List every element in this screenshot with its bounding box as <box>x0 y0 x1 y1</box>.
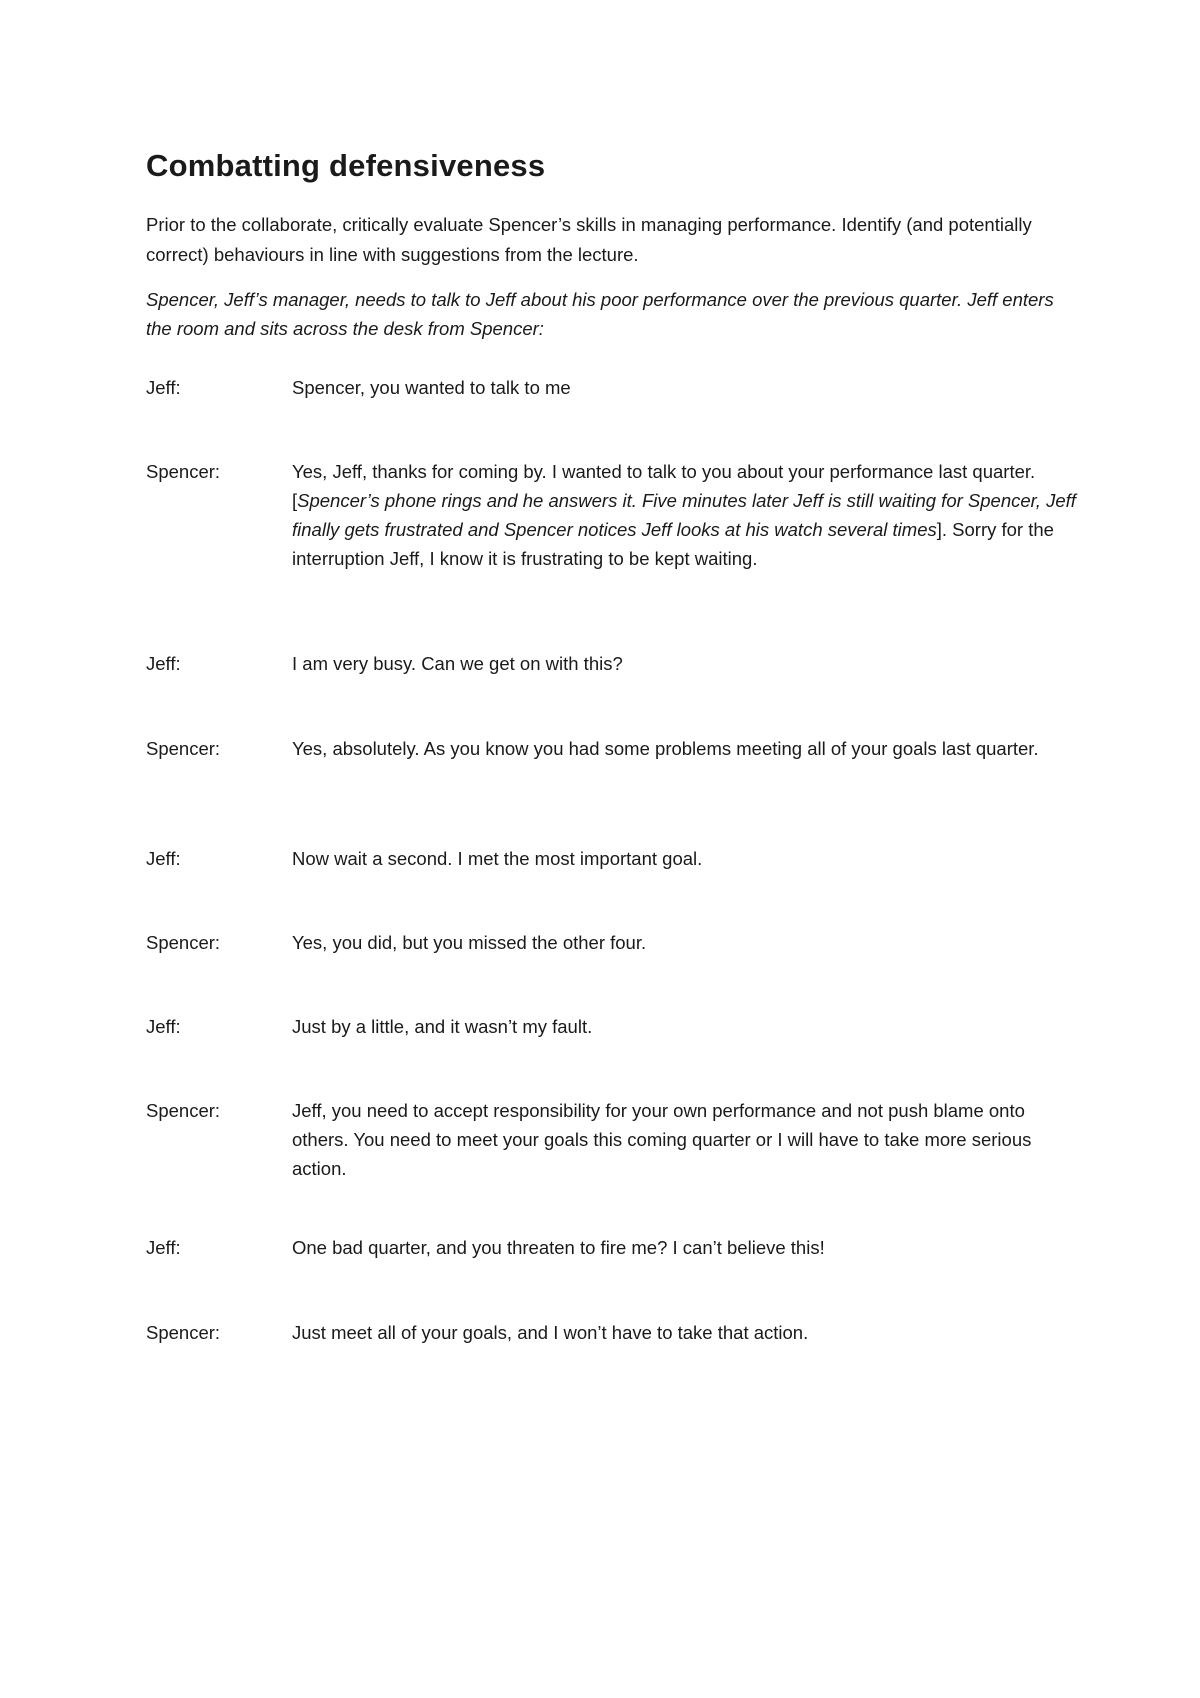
speaker-label: Spencer: <box>146 1322 221 1343</box>
dialogue-text: Jeff, you need to accept responsibility for your own performance and not push blame onto others. You need to meet your goals this coming quarter or I will have to take more serious action. <box>292 1100 1032 1179</box>
dialogue-text <box>292 457 1082 573</box>
speaker-label: Spencer: <box>146 932 221 953</box>
speaker-label: Jeff: <box>146 1016 181 1037</box>
dialogue-text: Spencer, you wanted to talk to me <box>292 377 571 398</box>
dialogue-text: Just meet all of your goals, and I won’t have to take that action. <box>292 1322 809 1343</box>
dialogue-text: One bad quarter, and you threaten to fire me? I can’t believe this! <box>292 1237 825 1258</box>
speaker-label: Jeff: <box>146 377 181 398</box>
speaker-label: Spencer: <box>146 738 221 759</box>
intro-paragraph: Prior to the collaborate, critically evaluate Spencer’s skills in managing performance. Identify (and potentially correct) behaviours in line with suggestions from the lecture. <box>146 214 1032 265</box>
document-title: Combatting defensiveness <box>146 148 546 183</box>
dialogue-text-part: Yes, Jeff, thanks for coming by. I wanted to talk to you about your performance last quarter. [ <box>292 461 1036 511</box>
dialogue-text: Just by a little, and it wasn’t my fault. <box>292 1016 593 1037</box>
speaker-label: Spencer: <box>146 1100 221 1121</box>
dialogue-text-part: ]. Sorry for the interruption Jeff, I know it is frustrating to be kept waiting. <box>292 519 1054 569</box>
dialogue-text: Yes, you did, but you missed the other four. <box>292 932 647 953</box>
dialogue-text: Yes, absolutely. As you know you had some problems meeting all of your goals last quarter. <box>292 738 1039 759</box>
speaker-label: Jeff: <box>146 848 181 869</box>
speaker-label: Jeff: <box>146 1237 181 1258</box>
dialogue-text: Now wait a second. I met the most important goal. <box>292 848 703 869</box>
dialogue-text: I am very busy. Can we get on with this? <box>292 653 623 674</box>
speaker-label: Spencer: <box>146 461 221 482</box>
speaker-label: Jeff: <box>146 653 181 674</box>
stage-direction: Spencer’s phone rings and he answers it. Five minutes later Jeff is still waiting for Spencer, Jeff finally gets frustrated and Spencer notices Jeff looks at his watch several times <box>292 490 1076 540</box>
scenario-setup: Spencer, Jeff’s manager, needs to talk to Jeff about his poor performance over the previous quarter. Jeff enters the room and sits across the desk from Spencer: <box>146 289 1054 339</box>
